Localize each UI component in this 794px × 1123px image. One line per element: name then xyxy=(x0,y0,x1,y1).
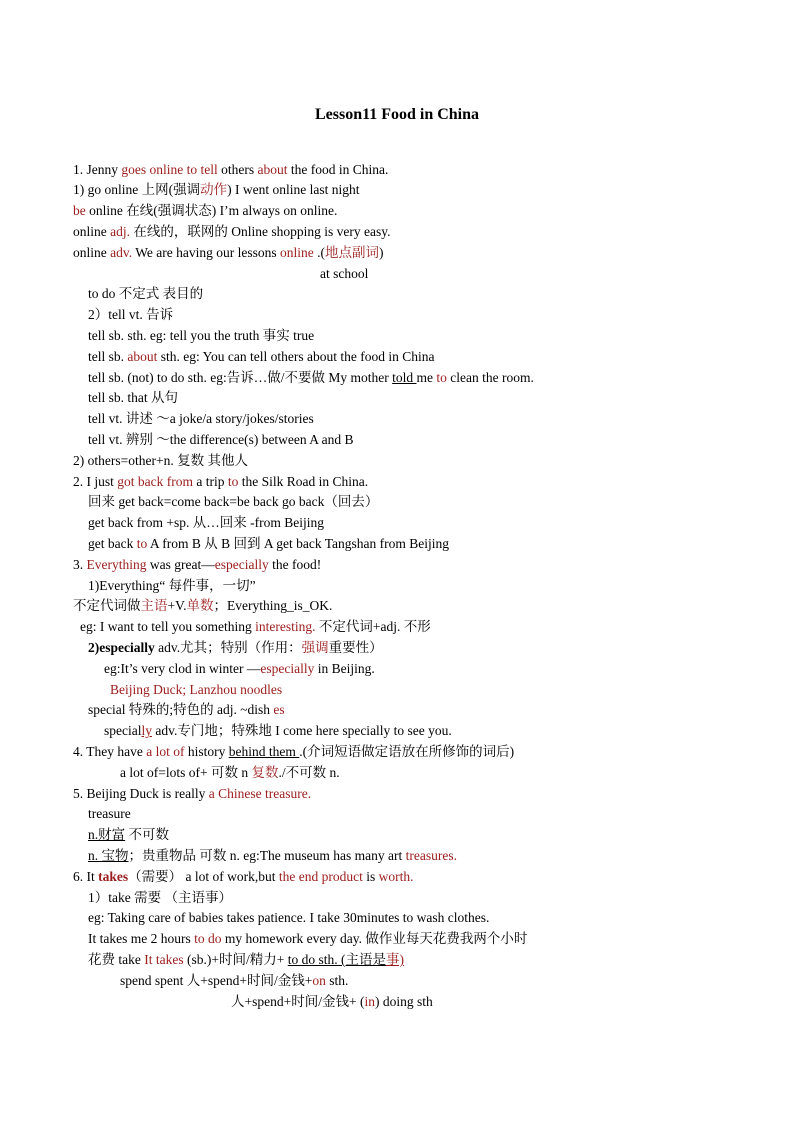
text-segment: 重要性） xyxy=(328,640,383,655)
text-line xyxy=(73,202,337,220)
text-segment: Beijing Duck; Lanzhou noodles xyxy=(110,682,283,697)
text-segment: tell sb. (not) to do sth. eg:告诉…做/不要做 My mother xyxy=(88,370,393,385)
text-line xyxy=(73,743,514,761)
text-segment: clean the room. xyxy=(446,370,534,385)
text-line xyxy=(73,556,321,574)
text-segment: others xyxy=(217,162,258,177)
text-segment: eg: Taking care of babies takes patience. I take 30minutes to wash clothes. xyxy=(88,910,490,925)
text-segment: +V. xyxy=(167,598,187,613)
text-line xyxy=(88,514,324,532)
text-segment: is xyxy=(362,869,379,884)
text-line xyxy=(88,306,173,324)
text-segment: at school xyxy=(320,266,369,281)
text-segment: a lot of xyxy=(146,744,185,759)
text-segment: history xyxy=(184,744,229,759)
text-segment: 人+spend+时间/金钱+ ( xyxy=(231,994,365,1009)
text-line xyxy=(88,493,378,511)
text-segment: about xyxy=(127,349,158,364)
text-line xyxy=(88,577,256,595)
text-segment: .(介词短语做定语放在所修饰的词后) xyxy=(299,744,515,759)
text-segment: .( xyxy=(313,245,326,260)
text-line xyxy=(88,327,314,345)
text-segment: It takes xyxy=(144,952,184,967)
text-segment: to do xyxy=(194,931,222,946)
text-segment: 复数 xyxy=(251,765,279,780)
text-segment: ) doing sth xyxy=(374,994,433,1009)
text-segment: was great— xyxy=(146,557,215,572)
text-segment: to do sth. (主语是 xyxy=(287,952,386,967)
text-segment: 2)especially xyxy=(88,640,155,655)
text-segment: 3. xyxy=(73,557,87,572)
text-line xyxy=(88,639,383,657)
text-line xyxy=(88,389,178,407)
text-line xyxy=(88,826,169,844)
text-segment: online xyxy=(73,224,111,239)
text-segment: ) I went online last night xyxy=(227,182,360,197)
text-line xyxy=(88,348,434,366)
text-segment: to xyxy=(436,370,447,385)
text-segment: told xyxy=(392,370,417,385)
text-segment: takes xyxy=(98,869,129,884)
text-line xyxy=(88,431,354,449)
text-segment: worth. xyxy=(378,869,414,884)
text-segment: tell vt. 讲述 ～a joke/a story/jokes/stories xyxy=(88,411,314,426)
text-segment: to xyxy=(227,474,239,489)
text-segment: online 在线(强调状态) I’m always on online. xyxy=(85,203,338,218)
text-segment: 不定代词+adj. 不形 xyxy=(315,619,431,634)
text-line xyxy=(110,681,282,699)
text-segment: the food! xyxy=(268,557,322,572)
text-segment: adj. xyxy=(110,224,130,239)
text-segment: tell sb. that 从句 xyxy=(88,390,178,405)
text-segment: treasures. xyxy=(405,848,457,863)
text-segment: spend spent 人+spend+时间/金钱+ xyxy=(120,973,313,988)
text-segment: ly xyxy=(141,723,152,738)
text-segment: tell sb. xyxy=(88,349,128,364)
text-line xyxy=(104,660,375,678)
text-segment: 1)Everything“ 每件事，一切” xyxy=(88,578,256,593)
text-segment: 花费 take xyxy=(88,952,145,967)
text-segment: Everything xyxy=(86,557,147,572)
text-segment: （需要） a lot of work,but xyxy=(128,869,279,884)
text-segment: about xyxy=(257,162,288,177)
text-segment: 5. Beijing Duck is really xyxy=(73,786,209,801)
text-segment: interesting. xyxy=(255,619,316,634)
text-line xyxy=(80,618,431,636)
text-segment: the Silk Road in China. xyxy=(238,474,369,489)
text-line xyxy=(88,410,314,428)
text-line xyxy=(88,951,404,969)
text-segment: ；Everything_is_OK. xyxy=(213,598,333,613)
text-segment: ；贵重物品 可数 n. eg:The museum has many art xyxy=(128,848,406,863)
text-line xyxy=(120,972,348,990)
text-segment: 2) others=other+n. 复数 其他人 xyxy=(73,453,248,468)
text-segment: ) xyxy=(379,245,384,260)
text-segment: get back from +sp. 从…回来 -from Beijing xyxy=(88,515,324,530)
text-segment: my homework every day. 做作业每天花费我两个小时 xyxy=(221,931,528,946)
text-segment: in xyxy=(364,994,375,1009)
text-segment: the end product xyxy=(278,869,363,884)
text-segment: a trip xyxy=(193,474,228,489)
text-line xyxy=(120,764,340,782)
text-line xyxy=(73,223,390,241)
text-line xyxy=(320,265,368,283)
text-segment: sth. xyxy=(325,973,349,988)
text-segment: tell vt. 辨别 ～the difference(s) between A and B xyxy=(88,432,354,447)
text-line xyxy=(88,701,285,719)
text-segment: 地点副词 xyxy=(325,245,380,260)
text-segment: ./不可数 n. xyxy=(278,765,340,780)
text-segment: goes online xyxy=(121,162,184,177)
text-segment: 不定代词做 xyxy=(73,598,141,613)
text-segment: tell sb. sth. eg: tell you the truth 事实 true xyxy=(88,328,315,343)
text-segment: a Chinese treasure. xyxy=(208,786,312,801)
text-segment: get back xyxy=(88,536,137,551)
text-segment: 事) xyxy=(386,952,404,967)
text-segment: on xyxy=(312,973,326,988)
text-segment: 在线的，联网的 Online shopping is very easy. xyxy=(130,224,391,239)
text-segment: special 特殊的;特色的 adj. ~dish xyxy=(88,702,274,717)
text-line xyxy=(104,722,452,740)
text-line xyxy=(73,181,359,199)
text-segment: treasure xyxy=(88,806,131,821)
text-segment: eg: I want to tell you something xyxy=(80,619,256,634)
text-segment: 回来 get back=come back=be back go back（回去） xyxy=(88,494,379,509)
page-title: Lesson11 Food in China xyxy=(314,106,480,123)
text-line xyxy=(73,597,332,615)
text-line xyxy=(88,535,449,553)
text-segment: sth. eg: You can tell others about the food in China xyxy=(157,349,435,364)
text-line xyxy=(73,868,414,886)
text-segment: 强调 xyxy=(301,640,329,655)
text-segment: me xyxy=(416,370,437,385)
text-line xyxy=(73,452,248,470)
text-line xyxy=(73,785,311,803)
text-segment: adv.尤其；特别（作用： xyxy=(154,640,302,655)
text-segment: 1. Jenny xyxy=(73,162,122,177)
text-segment: got back from xyxy=(117,474,193,489)
text-line xyxy=(73,244,384,262)
text-line xyxy=(88,285,203,303)
text-segment: especially xyxy=(214,557,269,572)
text-segment: be xyxy=(73,203,86,218)
text-segment: 单数 xyxy=(186,598,214,613)
text-segment: to tell xyxy=(186,162,218,177)
text-segment: online xyxy=(73,245,111,260)
text-line xyxy=(88,889,232,907)
text-line xyxy=(73,473,368,491)
text-line xyxy=(88,847,457,865)
text-segment: 1）take 需要 （主语事） xyxy=(88,890,232,905)
text-line xyxy=(88,369,534,387)
text-segment: the food in China. xyxy=(287,162,389,177)
text-segment: 2）tell vt. 告诉 xyxy=(88,307,174,322)
text-segment: special xyxy=(104,723,142,738)
text-line xyxy=(88,930,527,948)
text-segment: adv.专门地；特殊地 I come here specially to see you. xyxy=(152,723,452,738)
text-segment: to xyxy=(136,536,148,551)
text-line xyxy=(73,161,388,179)
text-segment: 6. It xyxy=(73,869,99,884)
text-segment: 主语 xyxy=(140,598,168,613)
text-segment: eg:It’s very clod in winter — xyxy=(104,661,261,676)
text-line xyxy=(231,993,433,1011)
text-segment: 不可数 xyxy=(125,827,169,842)
text-segment: behind them xyxy=(228,744,300,759)
text-segment: 2. I just xyxy=(73,474,118,489)
text-segment: adv. xyxy=(110,245,133,260)
text-segment: We are having our lessons xyxy=(132,245,281,260)
text-segment: in Beijing. xyxy=(314,661,375,676)
text-segment: a lot of=lots of+ 可数 n xyxy=(120,765,252,780)
text-segment: 1) go online 上网(强调 xyxy=(73,182,201,197)
text-segment: A from B 从 B 回到 A get back Tangshan from Beijing xyxy=(147,536,450,551)
text-segment: to do 不定式 表目的 xyxy=(88,286,204,301)
text-line xyxy=(88,909,489,927)
text-line xyxy=(88,805,131,823)
text-segment: n. 宝物 xyxy=(88,848,129,863)
text-segment: online xyxy=(280,245,314,260)
text-segment: es xyxy=(273,702,285,717)
text-segment: especially xyxy=(260,661,315,676)
text-segment: 4. They have xyxy=(73,744,147,759)
text-segment: 动作 xyxy=(200,182,228,197)
text-segment: It takes me 2 hours xyxy=(88,931,195,946)
text-segment: (sb.)+时间/精力+ xyxy=(183,952,288,967)
text-segment: n.财富 xyxy=(88,827,126,842)
